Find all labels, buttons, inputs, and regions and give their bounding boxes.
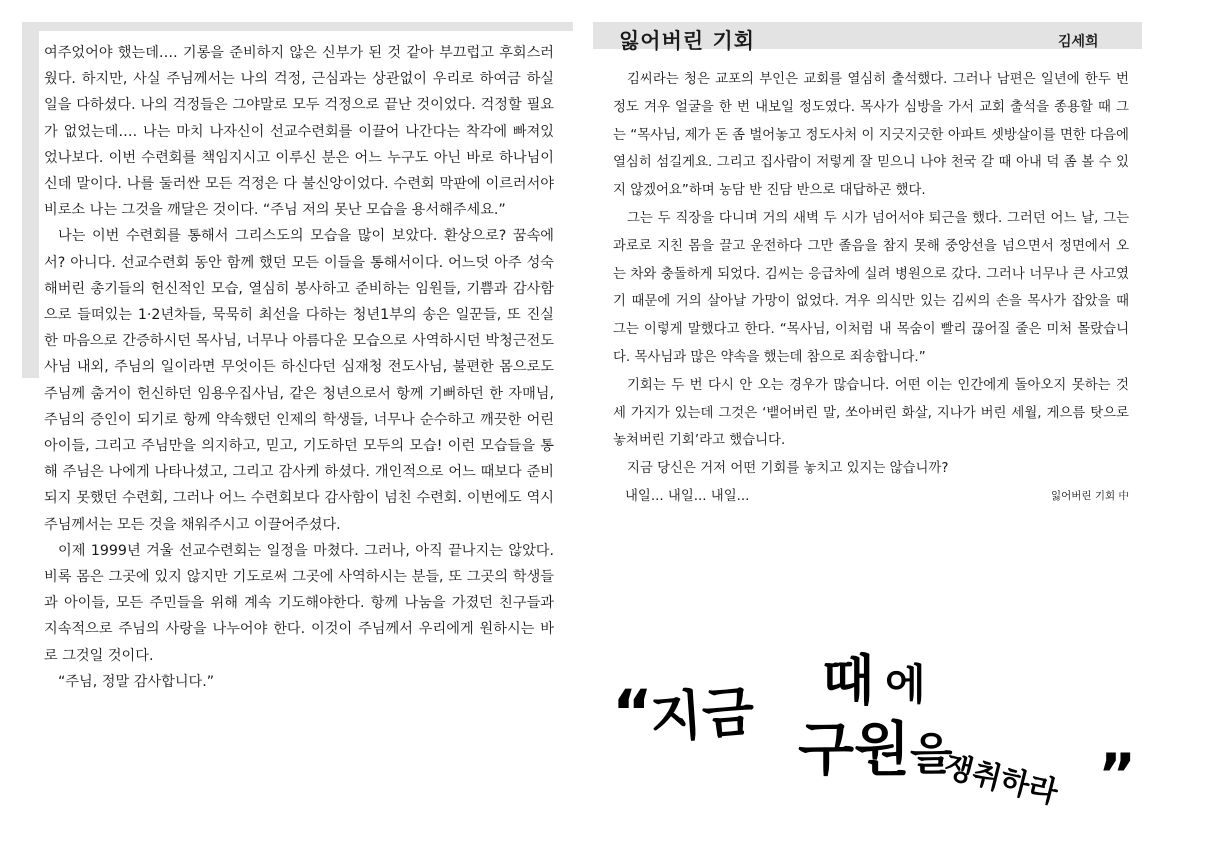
slogan-close-quote: ”: [1098, 741, 1137, 809]
left-paragraph-2: 나는 이번 수련회를 통해서 그리스도의 모습을 많이 보았다. 환상으로? 꿈속에서? 아니다. 선교수련회 동안 함께 했던 모든 이들을 통해서이다. 어느덧 아주 성숙해버린 총기들의 헌신적인 모습, 열심히 봉사하고 준비하는 임원들, 기쁨과 감사함으로 들떠있는 1·2년차들, 묵묵히 최선을 다하는 청년1부의 송은 일꾼들, 또 진실한 마음으로 간증하시던 목사님, 너무나 아름다운 모습으로 사역하시던 박청근전도사님 내외, 주님의 일이라면 무엇이든 하신다던 심재청 전도사님, 불편한 몸으로도 주님께 춤거이 헌신하던 임용우집사님, 같은 청년으로서 항께 기뻐하던 한 자매님, 주님의 증인이 되기로 항께 약속했던 인제의 학생들, 너무나 순수하고 깨끗한 어린아이들, 그리고 주님만을 의지하고, 믿고, 기도하던 모두의 모습! 이런 모습들을 통해 주님은 나에게 나타나셨고, 그리고 감사케 하셨다. 개인적으로 어느 때보다 준비되지 못했던 수련회, 그러나 어느 수련회보다 감사함이 넘친 수련회. 이번에도 역시 주님께서는 모든 것을 채워주시고 이끌어주셨다.: [44, 228, 554, 533]
slogan-jigeum: 지금: [647, 679, 757, 750]
right-column-text: [613, 66, 1129, 511]
right-paragraph-4: 지금 당신은 거저 어떤 기회를 놓치고 있지는 않습니까?: [627, 461, 949, 477]
closing-line: [613, 483, 1129, 511]
left-page-side-bar: [22, 22, 39, 378]
right-paragraph-1: 김씨라는 청은 교포의 부인은 교회를 열심히 출석했다. 그러나 남편은 일년에 한두 번 정도 겨우 얼굴을 한 번 내보일 정도였다. 목사가 심방을 가서 교회 출석을 종용할 때 그는 “목사님, 제가 돈 좀 벌어놓고 정도사처 이 지긋지긋한 아파트 셋방살이를 면한 다음에 열심히 섬길게요. 그리고 집사람이 저렇게 잘 믿으니 나야 천국 갈 때 아내 덕 좀 볼 수 있지 않겠어요”하며 농담 반 진담 반으로 대답하곤 했다.: [613, 72, 1129, 199]
slogan-open-quote: “: [612, 676, 653, 749]
article-title: 잃어버린 기회: [619, 29, 756, 53]
article-author: 김세희: [1058, 34, 1099, 50]
slogan-guwon: 구원: [798, 715, 911, 783]
left-page-top-bar: [22, 22, 573, 31]
slogan-jaengchwi: 쟁취하라: [940, 749, 1062, 812]
source-citation: 잃어버린 기회 中: [1050, 489, 1129, 502]
left-paragraph-4: “주님, 정말 감사합니다.”: [58, 673, 215, 690]
right-paragraph-2: 그는 두 직장을 다니며 거의 새벽 두 시가 넘어서야 퇴근을 했다. 그러던 어느 날, 그는 과로로 지친 몸을 끌고 운전하다 그만 졸음을 참지 못해 중앙선을 넘으면서 정면에서 오는 차와 충돌하게 되었다. 김씨는 응급차에 실려 병원으로 갔다. 그러나 너무나 큰 사고였기 때문에 거의 살아날 가망이 없었다. 겨우 의식만 있는 김씨의 손을 목사가 잡았을 때 그는 이렇게 말했다고 한다. “목사님, 이처럼 내 목숨이 빨리 끊어질 줄은 미처 몰랐습니다. 목사님과 많은 약속을 했는데 참으로 죄송합니다.”: [613, 210, 1129, 365]
left-paragraph-3: 이제 1999년 겨울 선교수련회는 일정을 마쳤다. 그러나, 아직 끝나지는 않았다. 비록 몸은 그곳에 있지 않지만 기도로써 그곳에 사역하시는 분들, 또 그곳의 학생들과 아이들, 모든 주민들을 위해 계속 기도해야한다. 항께 나눔을 가졌던 친구들과 지속적으로 주님의 사랑을 나누어야 한다. 이것이 주님께서 우리에게 원하시는 바로 그것일 것이다.: [44, 542, 554, 664]
slogan-ttae: 때: [822, 649, 875, 712]
left-paragraph-1: 여주었어야 했는데…. 기롱을 준비하지 않은 신부가 된 것 같아 부끄럽고 후회스러웠다. 하지만, 사실 주님께서는 나의 걱정, 근심과는 상관없이 우리로 하여금 하실 일을 다하셨다. 나의 걱정들은 그야말로 모두 걱정으로 끝난 것이었다. 걱정할 필요가 없었는데…. 나는 마치 나자신이 선교수련회를 이끌어 나간다는 착각에 빠져있었나보다. 이번 수련회를 책임지시고 이루신 분은 어느 누구도 아닌 바로 하나님이신데 말이다. 나를 둘러싼 모든 걱정은 다 불신앙이었다. 수련회 막판에 이르러서야 비로소 나는 그것을 깨달은 것이다. “주님 저의 못난 모습을 용서해주세요.”: [44, 45, 554, 219]
right-paragraph-3: 기회는 두 번 다시 안 오는 경우가 많습니다. 어떤 이는 인간에게 돌아오지 못하는 것 세 가지가 있는데 그것은 ‘뱉어버린 말, 쏘아버린 화살, 지나가 버린 세월, 게으름 탓으로 놓쳐버린 기회’라고 했습니다.: [613, 377, 1129, 449]
closing-text: 내일... 내일... 내일...: [625, 488, 750, 504]
slogan-e: 에: [885, 660, 926, 709]
left-column-text: [44, 40, 554, 695]
slogan-eul: 을: [910, 729, 953, 780]
